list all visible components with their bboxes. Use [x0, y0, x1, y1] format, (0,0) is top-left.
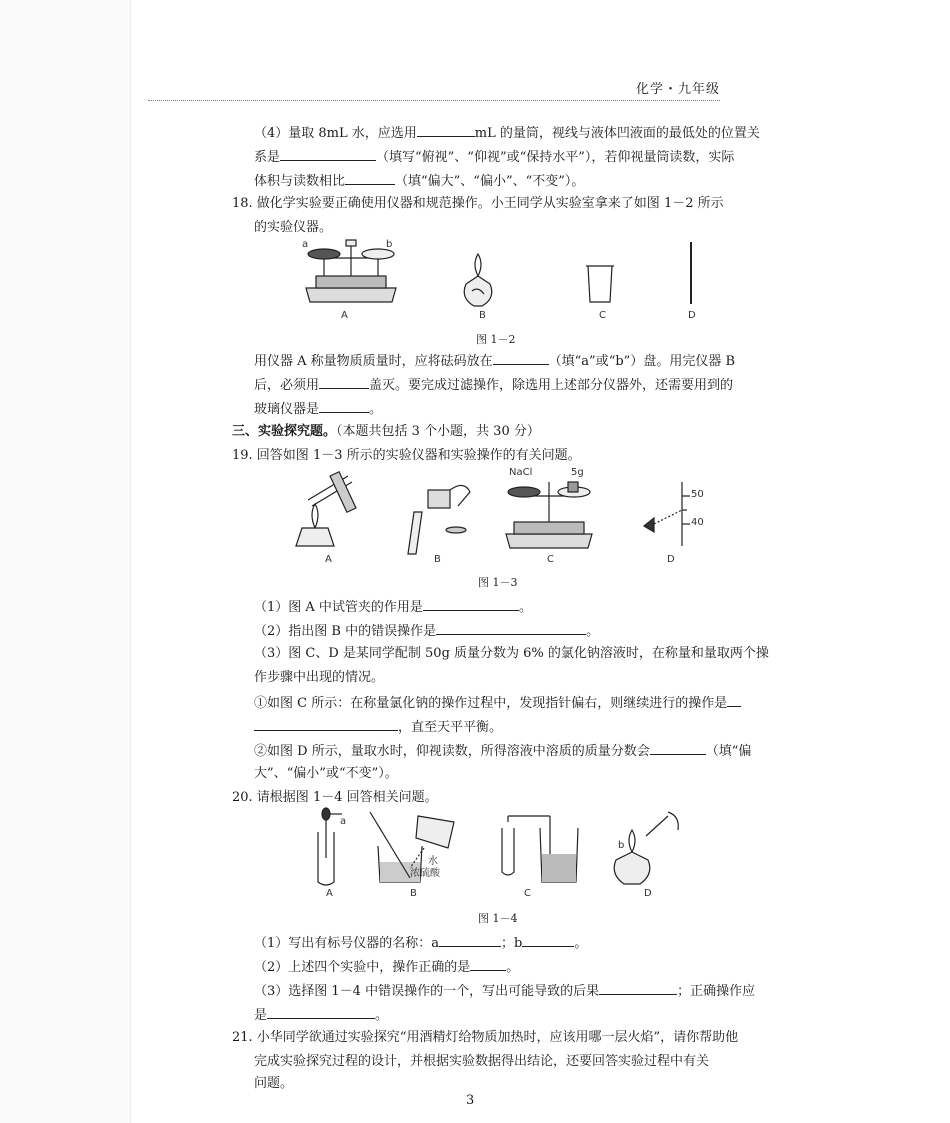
answer-blank[interactable] — [493, 352, 549, 365]
answer-blank[interactable] — [599, 982, 677, 995]
q17-4-text: （填写“俯视”、“仰视”或“保持水平”），若仰视量筒读数，实际 — [376, 150, 735, 165]
pouring-liquid-b — [408, 485, 470, 554]
q20-text: ；正确操作应 — [677, 984, 756, 999]
answer-blank[interactable] — [267, 1006, 375, 1019]
beaker-c — [586, 266, 614, 302]
dropper-test-tube-a — [318, 808, 342, 885]
q20-text: 。 — [375, 1008, 389, 1023]
q20-text: （3）选择图 1－4 中错误操作的一个，写出可能导致的后果 — [254, 984, 600, 999]
answer-blank[interactable] — [254, 718, 398, 731]
q20-text: ；b — [501, 936, 523, 951]
balance-weighing-c — [506, 482, 592, 548]
q20-p2 — [254, 958, 519, 976]
section-3-note: （本题共包括 3 个小题，共 30 分） — [336, 424, 540, 439]
water-label: 水 — [428, 856, 438, 867]
q17-4-line1 — [254, 124, 760, 142]
answer-blank[interactable] — [280, 148, 376, 161]
q19-text: ①如图 C 所示：在称量氯化钠的操作过程中，发现指针偏右，则继续进行的操作是 — [254, 696, 728, 711]
left-margin-shading — [0, 0, 131, 1123]
balance-label-a: a — [302, 239, 309, 250]
alcohol-lamp-b — [464, 254, 492, 306]
header-title: 化学・九年级 — [635, 82, 720, 97]
balance-label-b: b — [386, 239, 393, 250]
fig12-label-a: A — [341, 310, 348, 321]
fig12-label-b: B — [479, 310, 486, 321]
q21-line3: 问题。 — [254, 1076, 294, 1091]
q19-p3-line2: 作步骤中出现的情况。 — [254, 670, 385, 685]
q19-stem: 19. 回答如图 1－3 所示的实验仪器和实验操作的有关问题。 — [232, 448, 581, 463]
cylinder-mark-40: 40 — [691, 517, 704, 528]
q20-p1 — [254, 934, 587, 952]
q19-p3-line6: 大”、“偏小”或“不变”）。 — [254, 766, 398, 781]
q18-text-line3 — [254, 400, 382, 418]
fig14-label-b: B — [410, 888, 417, 899]
q20-text: 。 — [506, 960, 520, 975]
fig12-label-c: C — [599, 310, 606, 321]
q18-stem-line2: 的实验仪器。 — [254, 220, 333, 235]
q19-p2 — [254, 622, 599, 640]
weight-label: 5g — [571, 467, 584, 478]
fig14-label-b-tag: b — [618, 840, 625, 851]
q20-p3-line1 — [254, 982, 755, 1000]
nacl-label: NaCl — [509, 467, 533, 478]
q20-text: （1）写出有标号仪器的名称：a — [254, 936, 440, 951]
q17-4-line3 — [254, 172, 584, 190]
airtight-check-c — [502, 816, 578, 882]
q19-p3-line3 — [254, 694, 741, 712]
q17-4-text: （填“偏大”、“偏小”、“不变”）。 — [395, 174, 585, 189]
answer-blank[interactable] — [727, 694, 741, 707]
answer-blank[interactable] — [650, 742, 706, 755]
q18-text: （填“a”或“b”）盘。用完仪器 B — [548, 354, 735, 369]
section-3-title: 三、实验探究题。 — [232, 424, 337, 439]
answer-blank[interactable] — [439, 934, 501, 947]
balance-instrument-a — [306, 240, 396, 302]
answer-blank[interactable] — [423, 598, 519, 611]
fig14-label-c: C — [524, 888, 531, 899]
q19-p3-line4 — [254, 718, 502, 736]
figure-1-2 — [296, 236, 716, 312]
figure-1-2-caption: 图 1－2 — [476, 333, 516, 346]
q17-4-text: mL 的量筒，视线与液体凹液面的最低处的位置关 — [474, 126, 760, 141]
cylinder-mark-50: 50 — [691, 489, 704, 500]
acid-label: 浓硫酸 — [410, 868, 440, 879]
q19-text: ②如图 D 所示，量取水时，仰视读数，所得溶液中溶质的质量分数会 — [254, 744, 650, 759]
fig14-label-a-tag: a — [340, 816, 347, 827]
page-number: 3 — [466, 1093, 475, 1108]
q20-text: （2）上述四个实验中，操作正确的是 — [254, 960, 471, 975]
figure-1-3 — [288, 466, 708, 554]
heating-test-tube-a — [296, 472, 356, 546]
answer-blank[interactable] — [436, 622, 586, 635]
q18-text: 用仪器 A 称量物质质量时，应将砝码放在 — [254, 354, 493, 369]
figure-1-4 — [306, 802, 686, 888]
q19-p3-line1: （3）图 C、D 是某同学配制 50g 质量分数为 6% 的氯化钠溶液时，在称量和量取两个操 — [254, 646, 769, 661]
q18-text: 。 — [369, 402, 383, 417]
answer-blank[interactable] — [470, 958, 506, 971]
answer-blank[interactable] — [319, 400, 369, 413]
figure-1-4-caption: 图 1－4 — [478, 912, 518, 925]
q19-text: ，直至天平平衡。 — [398, 720, 503, 735]
q19-text: （2）指出图 B 中的错误操作是 — [254, 624, 437, 639]
fig14-label-d: D — [644, 888, 652, 899]
fig12-label-d: D — [688, 310, 696, 321]
running-header — [148, 78, 720, 101]
fig13-label-c: C — [547, 554, 554, 565]
q21-line2: 完成实验探究过程的设计，并根据实验数据得出结论，还要回答实验过程中有关 — [254, 1054, 710, 1069]
section-3-heading — [232, 424, 540, 440]
q19-text: （填“偏 — [705, 744, 752, 759]
q19-p3-line5 — [254, 742, 751, 760]
fig14-label-a: A — [326, 888, 333, 899]
answer-blank[interactable] — [417, 124, 475, 137]
q18-text: 后，必须用 — [254, 378, 320, 393]
q19-text: 。 — [586, 624, 600, 639]
q19-text: 。 — [518, 600, 532, 615]
answer-blank[interactable] — [319, 376, 369, 389]
q18-text: 玻璃仪器是 — [254, 402, 320, 417]
q20-text: 是 — [254, 1008, 268, 1023]
q20-p3-line2 — [254, 1006, 388, 1024]
q21-line1: 21. 小华同学欲通过实验探究“用酒精灯给物质加热时，应该用哪一层火焰”，请你帮助他 — [232, 1030, 739, 1045]
fig13-label-d: D — [667, 554, 675, 565]
cylinder-reading-d — [644, 482, 690, 546]
q19-p1 — [254, 598, 532, 616]
q18-text-line1 — [254, 352, 735, 370]
q20-text: 。 — [574, 936, 588, 951]
q18-text: 盖灭。要完成过滤操作，除选用上述部分仪器外，还需要用到的 — [369, 378, 734, 393]
q19-text: （1）图 A 中试管夹的作用是 — [254, 600, 423, 615]
answer-blank[interactable] — [345, 172, 395, 185]
fig13-label-a: A — [325, 554, 332, 565]
figure-1-3-caption: 图 1－3 — [478, 576, 518, 589]
q17-4-text: （4）量取 8mL 水，应选用 — [254, 126, 417, 141]
fig13-label-b: B — [434, 554, 441, 565]
q17-4-text: 系是 — [254, 150, 281, 165]
answer-blank[interactable] — [522, 934, 574, 947]
q18-stem-line1: 18. 做化学实验要正确使用仪器和规范操作。小王同学从实验室拿来了如图 1－2 所示 — [232, 196, 724, 211]
q17-4-line2 — [254, 148, 734, 166]
q17-4-text: 体积与读数相比 — [254, 174, 346, 189]
q20-stem: 20. 请根据图 1－4 回答相关问题。 — [232, 790, 438, 805]
q18-text-line2 — [254, 376, 733, 394]
